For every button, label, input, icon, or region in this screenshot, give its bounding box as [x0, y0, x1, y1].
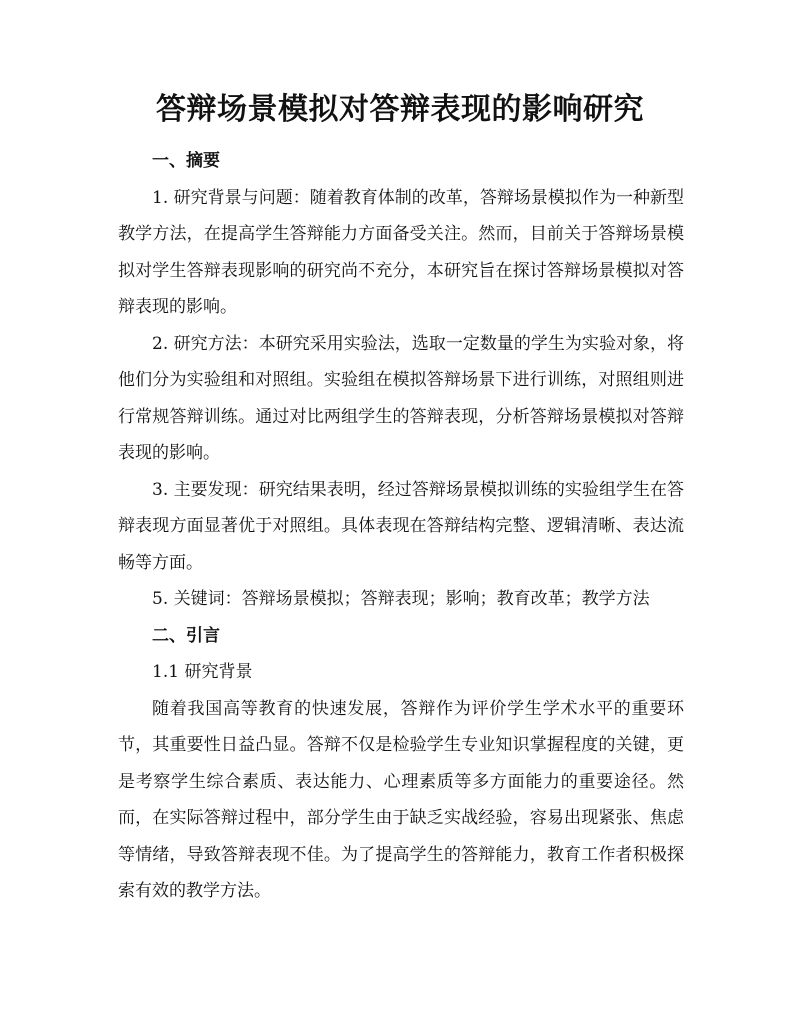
- document-title: 答辩场景模拟对答辩表现的影响研究: [156, 92, 644, 127]
- document-body: [118, 143, 684, 910]
- section-heading-introduction: 二、引言: [152, 625, 220, 646]
- abstract-item-findings: 3. 主要发现：研究结果表明，经过答辩场景模拟训练的实验组学生在答辩表现方面显著优于对照组。具体表现在答辩结构完整、逻辑清晰、表达流畅等方面。: [118, 479, 684, 573]
- subsection-heading-background: 1.1 研究背景: [152, 662, 253, 682]
- abstract-item-background: 1. 研究背景与问题：随着教育体制的改革，答辩场景模拟作为一种新型教学方法，在提高学生答辩能力方面备受关注。然而，目前关于答辩场景模拟对学生答辩表现影响的研究尚不充分，本研究旨在探讨答辩场景模拟对答辩表现的影响。: [118, 187, 684, 317]
- section-heading-abstract: 一、摘要: [152, 151, 220, 171]
- abstract-item-method: 2. 研究方法：本研究采用实验法，选取一定数量的学生为实验对象，将他们分为实验组和对照组。实验组在模拟答辩场景下进行训练，对照组则进行常规答辩训练。通过对比两组学生的答辩表现，分析答辩场景模拟对答辩表现的影响。: [118, 333, 684, 463]
- abstract-item-keywords: 5. 关键词：答辩场景模拟；答辩表现；影响；教育改革；教学方法: [152, 589, 650, 609]
- introduction-paragraph: 随着我国高等教育的快速发展，答辩作为评价学生学术水平的重要环节，其重要性日益凸显。答辩不仅是检验学生专业知识掌握程度的关键，更是考察学生综合素质、表达能力、心理素质等多方面能力的重要途径。然而，在实际答辩过程中，部分学生由于缺乏实战经验，容易出现紧张、焦虑等情绪，导致答辩表现不佳。为了提高学生的答辩能力，教育工作者积极探索有效的教学方法。: [118, 698, 684, 901]
